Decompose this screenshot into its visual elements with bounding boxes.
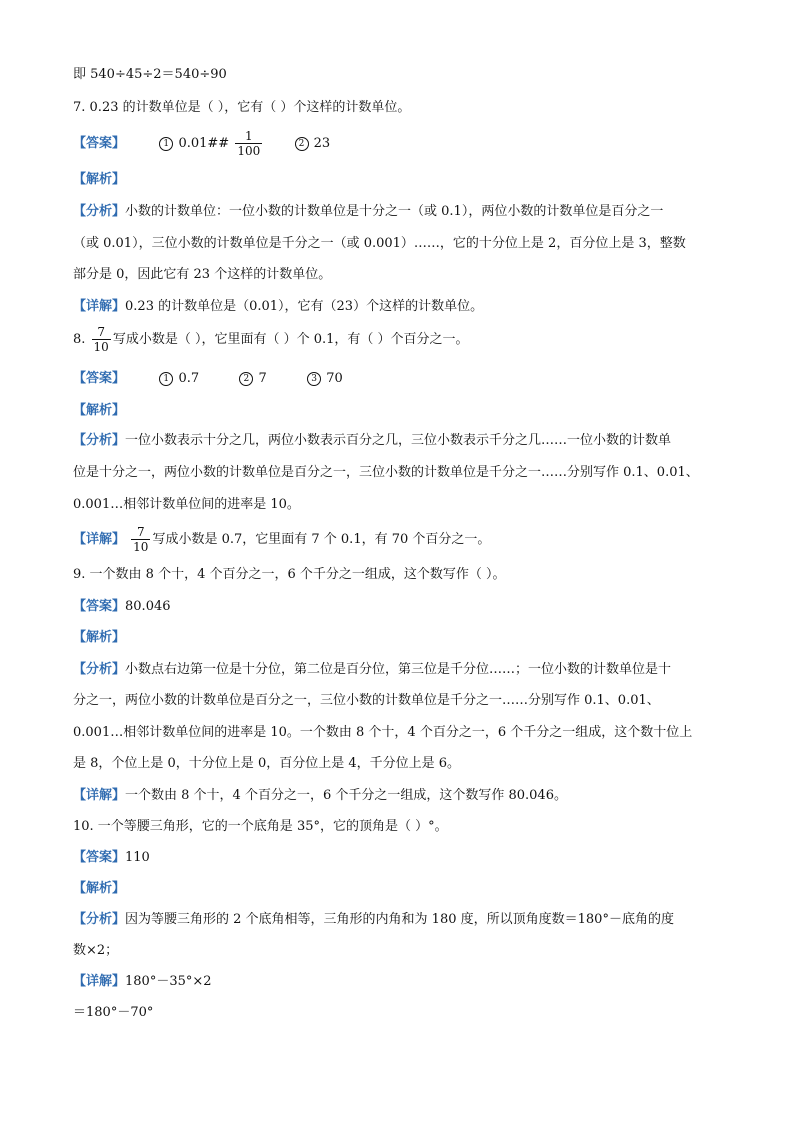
- analysis-heading-10: [73, 880, 125, 898]
- detail-10: [73, 973, 212, 991]
- analysis-7-line-1: [73, 203, 663, 221]
- detail-text: 一个数由 8 个十，4 个百分之一，6 个千分之一组成，这个数写作 80.046。: [125, 788, 567, 803]
- analysis-10-line-1: [73, 911, 674, 929]
- question-7-text: 7. 0.23 的计数单位是（ ），它有（ ）个这样的计数单位。: [73, 100, 411, 115]
- circled-number-2: 2: [295, 137, 309, 151]
- analysis-sub-label: 【分析】: [73, 662, 126, 677]
- fraction-numerator: 7: [136, 525, 145, 539]
- circled-number-2: 2: [239, 372, 253, 386]
- equation-line: [73, 66, 227, 84]
- circled-number-1: 1: [159, 137, 173, 151]
- analysis-label: 【解析】: [73, 881, 126, 896]
- analysis-heading-9: [73, 629, 125, 647]
- detail-text: 0.23 的计数单位是（0.01），它有（23）个这样的计数单位。: [125, 299, 484, 314]
- question-8-text: 写成小数是（ ），它里面有（ ）个 0.1，有（ ）个百分之一。: [112, 332, 469, 347]
- answer-8-value-1: 0.7: [178, 371, 200, 386]
- detail-text: 写成小数是 0.7，它里面有 7 个 0.1，有 70 个百分之一。: [152, 532, 491, 547]
- circled-number-3: 3: [307, 372, 321, 386]
- detail-label: 【详解】: [73, 974, 126, 989]
- analysis-sub-label: 【分析】: [73, 433, 126, 448]
- detail-9: [73, 787, 567, 805]
- detail-label: 【详解】: [73, 788, 126, 803]
- analysis-8-line-1: [73, 432, 671, 450]
- circled-number-1: 1: [159, 372, 173, 386]
- analysis-sub-label: 【分析】: [73, 912, 126, 927]
- answer-label: 【答案】: [73, 371, 126, 386]
- analysis-text: 0.001…相邻计数单位间的进率是 10。: [73, 497, 300, 512]
- detail-label: 【详解】: [73, 299, 126, 314]
- answer-9: [73, 598, 171, 616]
- answer-label: 【答案】: [73, 599, 126, 614]
- analysis-text: 一位小数表示十分之几，两位小数表示百分之几，三位小数表示千分之几……一位小数的计数单: [125, 433, 672, 448]
- detail-text: 180°－35°×2: [125, 974, 212, 989]
- analysis-text: 0.001…相邻计数单位间的进率是 10。一个数由 8 个十，4 个百分之一，6 个千分之一组成，这个数十位上: [73, 725, 693, 740]
- question-9-text: 9. 一个数由 8 个十，4 个百分之一，6 个千分之一组成，这个数写作（ ）。: [73, 567, 506, 582]
- answer-8-value-2: 7: [258, 371, 267, 386]
- analysis-8-line-2: [73, 464, 699, 482]
- fraction-7-10: [131, 525, 150, 554]
- fraction-denominator: 10: [133, 540, 149, 554]
- detail-label: 【详解】: [73, 532, 126, 547]
- analysis-label: 【解析】: [73, 403, 126, 418]
- fraction-denominator: 100: [237, 144, 261, 158]
- analysis-label: 【解析】: [73, 630, 126, 645]
- analysis-text: 数×2；: [73, 943, 119, 958]
- answer-10-value: 110: [125, 850, 150, 865]
- analysis-text: 小数点右边第一位是十分位，第二位是百分位，第三位是千分位……；一位小数的计数单位是十: [125, 662, 672, 677]
- analysis-text: 位是十分之一，两位小数的计数单位是百分之一，三位小数的计数单位是千分之一……分别写作 0.1、0.01、: [73, 465, 699, 480]
- analysis-text: 分之一，两位小数的计数单位是百分之一，三位小数的计数单位是千分之一……分别写作 0.1、0.01、: [73, 693, 660, 708]
- fraction-numerator: 1: [244, 129, 253, 143]
- analysis-heading-7: [73, 171, 125, 189]
- analysis-9-line-4: [73, 755, 460, 773]
- analysis-7-line-2: [73, 235, 686, 253]
- analysis-7-line-3: [73, 266, 331, 284]
- analysis-9-line-3: [73, 724, 692, 742]
- fraction-numerator: 7: [97, 325, 105, 339]
- fraction-7-10: [92, 325, 111, 354]
- question-number: 8.: [73, 332, 86, 347]
- detail-8: [73, 522, 490, 558]
- answer-8-value-3: 70: [326, 371, 343, 386]
- question-10-text: 10. 一个等腰三角形，它的一个底角是 35°，它的顶角是（ ）°。: [73, 819, 448, 834]
- equation-text: 即 540÷45÷2＝540÷90: [73, 67, 227, 82]
- analysis-label: 【解析】: [73, 172, 126, 187]
- answer-7: [73, 128, 330, 160]
- analysis-heading-8: [73, 402, 125, 420]
- fraction-denominator: 10: [93, 340, 109, 354]
- answer-7-value-1: 0.01##: [178, 136, 230, 151]
- answer-9-value: 80.046: [125, 599, 171, 614]
- detail-7: [73, 298, 483, 316]
- question-10: [73, 818, 448, 836]
- question-7: [73, 99, 410, 117]
- analysis-8-line-3: [73, 496, 300, 514]
- question-9: [73, 566, 506, 584]
- fraction-1-100: [235, 129, 262, 158]
- answer-10: [73, 849, 150, 867]
- analysis-9-line-1: [73, 661, 671, 679]
- analysis-text: 因为等腰三角形的 2 个底角相等，三角形的内角和为 180 度，所以顶角度数＝180°－底角的度: [125, 912, 674, 927]
- answer-label: 【答案】: [73, 850, 126, 865]
- question-8: [73, 322, 469, 358]
- analysis-9-line-2: [73, 692, 660, 710]
- detail-10-line-2: [73, 1004, 153, 1022]
- analysis-text: （或 0.01），三位小数的计数单位是千分之一（或 0.001）……，它的十分位上是 2，百分位上是 3，整数: [73, 236, 686, 251]
- analysis-text: 小数的计数单位：一位小数的计数单位是十分之一（或 0.1），两位小数的计数单位是百分之一: [125, 204, 664, 219]
- detail-text: ＝180°－70°: [73, 1005, 154, 1020]
- analysis-text: 部分是 0，因此它有 23 个这样的计数单位。: [73, 267, 332, 282]
- analysis-text: 是 8，个位上是 0，十分位上是 0，百分位上是 4，千分位上是 6。: [73, 756, 461, 771]
- analysis-10-line-2: [73, 942, 118, 960]
- answer-7-value-2: 23: [313, 136, 331, 151]
- analysis-sub-label: 【分析】: [73, 204, 126, 219]
- answer-8: [73, 370, 343, 388]
- answer-label: 【答案】: [73, 136, 126, 151]
